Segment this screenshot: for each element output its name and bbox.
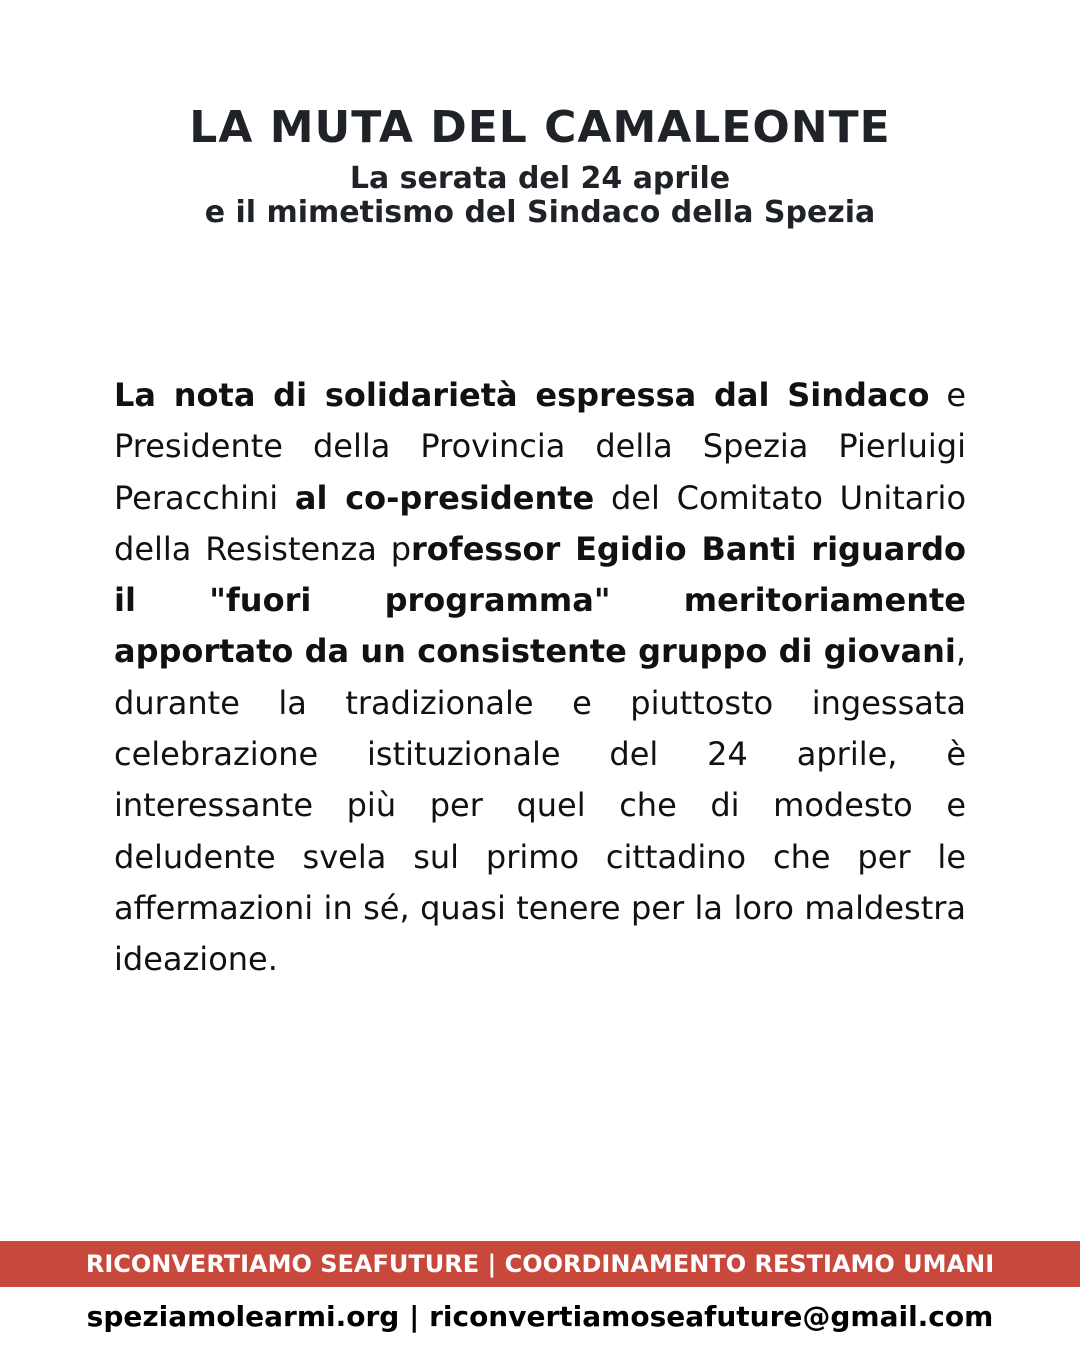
article-body (114, 370, 966, 986)
body-bold-1: La nota di solidarietà espressa dal Sindaco (114, 376, 930, 414)
footer-contact-links[interactable]: speziamolearmi.org | riconvertiamoseafuture@gmail.com (86, 1300, 994, 1333)
body-text-2: e Presidente della Provincia della Spezia Pierluigi Peracchini (114, 376, 967, 517)
page-subtitle (0, 162, 1080, 230)
header (0, 100, 1080, 230)
body-bold-5: rofessor Egidio Banti riguardo il "fuori programma" meritoriamente apportato da un consistente gruppo di giovani (114, 529, 967, 671)
body-text-6: , durante la tradizionale e piuttosto ingessata celebrazione istituzionale del 24 aprile, è interessante più per quel che di modesto e deludente svela sul primo cittadino che per le affermazioni in sé, quasi tenere per la loro maldestra ideazione. (114, 632, 966, 979)
subtitle-line-2: e il mimetismo del Sindaco della Spezia (204, 195, 876, 230)
page-title: LA MUTA DEL CAMALEONTE (189, 102, 891, 153)
body-bold-3: al co-presidente (294, 478, 595, 517)
footer-banner: RICONVERTIAMO SEAFUTURE | COORDINAMENTO RESTIAMO UMANI (0, 1241, 1080, 1287)
body-text-4: del Comitato Unitario della Resistenza p (114, 478, 967, 568)
subtitle-line-1: La serata del 24 aprile (349, 161, 731, 196)
